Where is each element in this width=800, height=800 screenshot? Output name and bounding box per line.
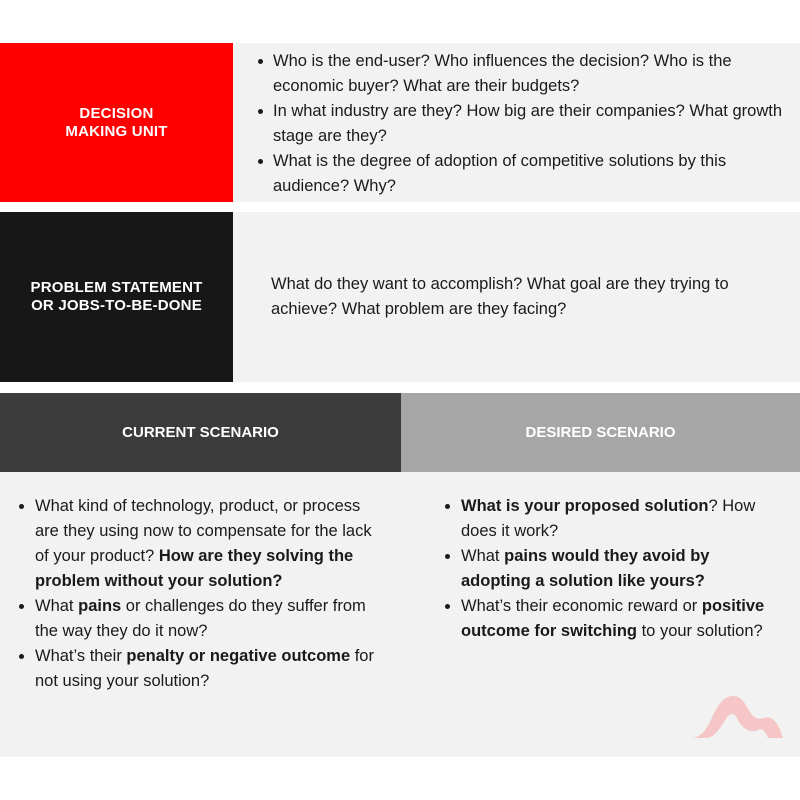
dmu-question-list (273, 49, 788, 199)
bold-text: How are they solving the problem without your solution? (35, 547, 354, 590)
text: for not using your solution? (35, 647, 374, 690)
scenario-body (0, 472, 800, 757)
bold-text: What is your proposed solution (461, 497, 709, 515)
decision-making-unit-content (233, 43, 800, 202)
ps-label-line1: PROBLEM STATEMENT (30, 279, 203, 296)
desired-scenario-list (461, 494, 781, 644)
text: What’s their economic reward or (461, 597, 702, 615)
decision-making-unit-label (0, 43, 233, 202)
bold-text: penalty or negative outcome (126, 647, 351, 665)
list-item (35, 644, 375, 694)
list-item (35, 494, 375, 594)
problem-statement-content (233, 212, 800, 382)
list-item (461, 544, 781, 594)
desired-scenario-heading: DESIRED SCENARIO (401, 393, 800, 472)
text: What (35, 597, 79, 615)
list-item (461, 494, 781, 544)
text: What’s their (35, 647, 127, 665)
text: or challenges do they suffer from the way they do it now? (35, 597, 366, 640)
list-item: In what industry are they? How big are their companies? What growth stage are they? (273, 99, 788, 149)
current-scenario-list (35, 494, 375, 694)
problem-statement-text: What do they want to accomplish? What goal are they trying to achieve? What problem are they facing? (271, 275, 729, 318)
list-item (461, 594, 781, 644)
problem-statement-label (0, 212, 233, 382)
list-item (35, 594, 375, 644)
dmu-label-line2: MAKING UNIT (65, 122, 168, 140)
ps-label-line2: OR JOBS-TO-BE-DONE (31, 297, 202, 314)
current-scenario-heading: CURRENT SCENARIO (0, 393, 401, 472)
bold-text: positive outcome for switching (461, 597, 765, 640)
text: What (461, 547, 505, 565)
list-item: What is the degree of adoption of competitive solutions by this audience? Why? (273, 149, 788, 199)
text: ? How does it work? (461, 497, 756, 540)
text: to your solution? (637, 622, 763, 640)
brand-wave-icon (690, 692, 785, 740)
bold-text: pains (78, 597, 122, 615)
bold-text: pains would they avoid by adopting a solution like yours? (461, 547, 710, 590)
list-item: Who is the end-user? Who influences the decision? Who is the economic buyer? What are their budgets? (273, 49, 788, 99)
text: What kind of technology, product, or process are they using now to compensate for the lack of your product? (35, 497, 372, 565)
dmu-label-line1: DECISION (79, 104, 154, 122)
